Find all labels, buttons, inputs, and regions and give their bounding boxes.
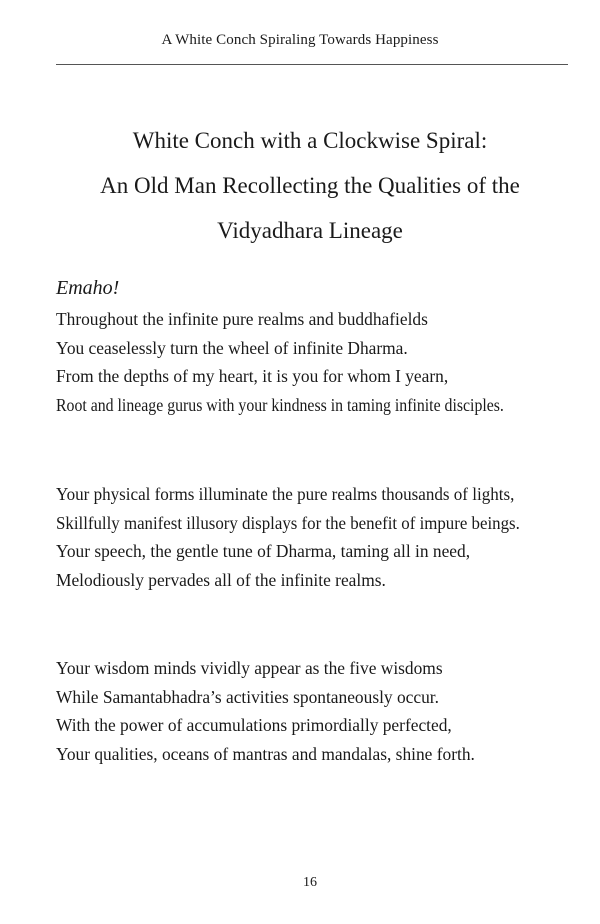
- verse-line: Your wisdom minds vividly appear as the five wisdoms: [56, 658, 443, 678]
- header-rule: [56, 64, 568, 65]
- running-head: A White Conch Spiraling Towards Happiness: [161, 32, 439, 48]
- title-line: Vidyadhara Lineage: [217, 218, 403, 243]
- verse-line: Your physical forms illuminate the pure realms thousands of lights,: [56, 484, 515, 504]
- verse-line: Skillfully manifest illusory displays for the benefit of impure beings.: [56, 512, 520, 533]
- verse-line: From the depths of my heart, it is you for whom I yearn,: [56, 366, 449, 386]
- verse-line: Root and lineage gurus with your kindness in taming infinite disciples.: [56, 394, 504, 415]
- stanza-3: [56, 654, 586, 768]
- verse-line: While Samantabhadra’s activities spontaneously occur.: [56, 686, 439, 707]
- verse-line: Throughout the infinite pure realms and buddhafields: [56, 309, 428, 329]
- page-number: 16: [303, 875, 317, 890]
- verse-line: Melodiously pervades all of the infinite realms.: [56, 569, 386, 590]
- verse-line: With the power of accumulations primordially perfected,: [56, 715, 452, 735]
- verse-line: You ceaselessly turn the wheel of infinite Dharma.: [56, 337, 408, 358]
- title-line: White Conch with a Clockwise Spiral:: [132, 128, 488, 153]
- invocation: Emaho!: [56, 277, 120, 299]
- verse-line: Your qualities, oceans of mantras and mandalas, shine forth.: [56, 743, 475, 764]
- stanza-1: [56, 305, 586, 419]
- title-line: An Old Man Recollecting the Qualities of the: [100, 173, 520, 198]
- stanza-2: [56, 480, 586, 594]
- verse-line: Your speech, the gentle tune of Dharma, taming all in need,: [56, 541, 471, 561]
- poem-title: [0, 118, 600, 253]
